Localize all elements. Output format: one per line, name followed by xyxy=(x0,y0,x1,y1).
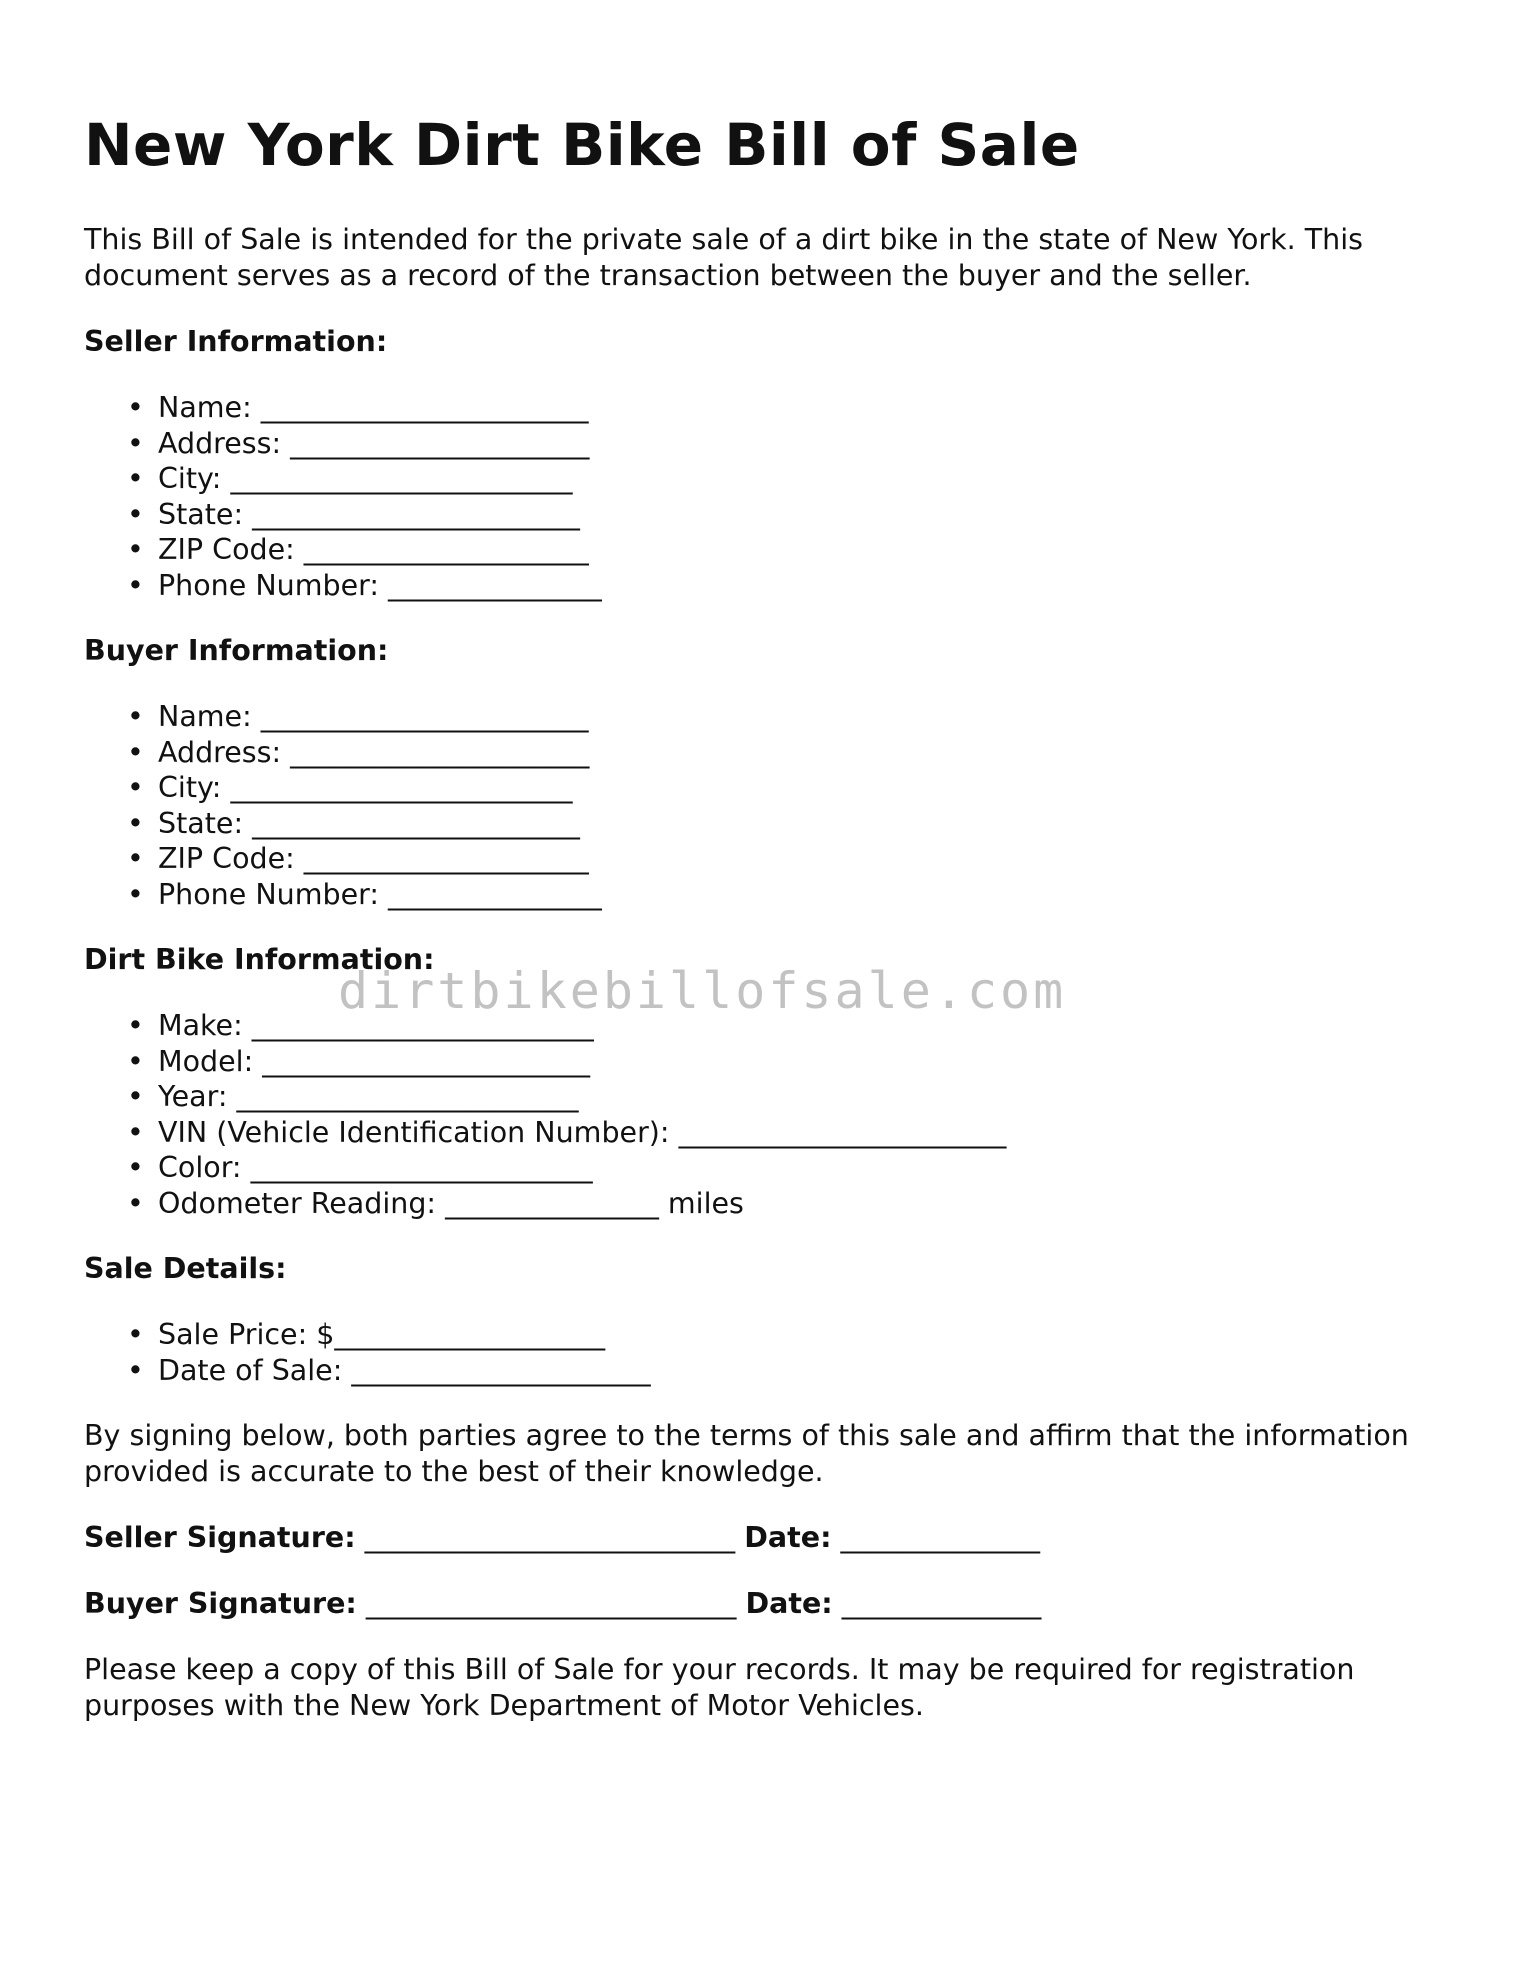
bike-odometer-field: • Odometer Reading: _______________ miles xyxy=(158,1186,1444,1222)
seller-date-blank: ______________ xyxy=(831,1521,1041,1554)
bill-of-sale-document xyxy=(84,100,1444,1724)
seller-address-field: • Address: _____________________ xyxy=(158,426,1444,462)
buyer-city-field: • City: ________________________ xyxy=(158,770,1444,806)
page-title: New York Dirt Bike Bill of Sale xyxy=(84,111,1080,179)
footer-note: Please keep a copy of this Bill of Sale for your records. It may be required for registration purposes with the New York Department of Motor Vehicles. xyxy=(84,1653,1355,1722)
seller-name-field: • Name: _______________________ xyxy=(158,390,1444,426)
buyer-address-field: • Address: _____________________ xyxy=(158,735,1444,771)
buyer-section-heading: Buyer Information: xyxy=(84,634,389,667)
seller-field-list xyxy=(84,390,1444,603)
buyer-signature-line xyxy=(84,1586,1444,1622)
bike-year-field: • Year: ________________________ xyxy=(158,1079,1444,1115)
closing-paragraph: By signing below, both parties agree to the terms of this sale and affirm that the information provided is accurate to the best of their knowledge. xyxy=(84,1419,1409,1488)
seller-date-label: Date: xyxy=(744,1521,832,1554)
seller-signature-line xyxy=(84,1520,1444,1556)
seller-state-field: • State: _______________________ xyxy=(158,497,1444,533)
seller-zip-field: • ZIP Code: ____________________ xyxy=(158,532,1444,568)
buyer-zip-field: • ZIP Code: ____________________ xyxy=(158,841,1444,877)
buyer-state-field: • State: _______________________ xyxy=(158,806,1444,842)
buyer-name-field: • Name: _______________________ xyxy=(158,699,1444,735)
bike-section-heading: Dirt Bike Information: xyxy=(84,943,435,976)
intro-paragraph: This Bill of Sale is intended for the private sale of a dirt bike in the state of New York. This document serves as a record of the transaction between the buyer and the seller. xyxy=(84,223,1363,292)
buyer-signature-blank: __________________________ xyxy=(356,1587,746,1620)
buyer-signature-label: Buyer Signature: xyxy=(84,1587,357,1620)
seller-phone-field: • Phone Number: _______________ xyxy=(158,568,1444,604)
bike-color-field: • Color: ________________________ xyxy=(158,1150,1444,1186)
buyer-field-list xyxy=(84,699,1444,912)
sale-date-field: • Date of Sale: _____________________ xyxy=(158,1353,1444,1389)
buyer-date-blank: ______________ xyxy=(832,1587,1042,1620)
sale-section-heading: Sale Details: xyxy=(84,1252,287,1285)
seller-signature-blank: __________________________ xyxy=(355,1521,745,1554)
bike-make-field: • Make: ________________________ xyxy=(158,1008,1444,1044)
sale-price-field: • Sale Price: $___________________ xyxy=(158,1317,1444,1353)
bike-model-field: • Model: _______________________ xyxy=(158,1044,1444,1080)
watermark: dirtbikebillofsale.com xyxy=(338,962,1067,1020)
seller-section-heading: Seller Information: xyxy=(84,325,388,358)
seller-signature-label: Seller Signature: xyxy=(84,1521,356,1554)
sale-field-list xyxy=(84,1317,1444,1388)
bike-field-list xyxy=(84,1008,1444,1221)
buyer-phone-field: • Phone Number: _______________ xyxy=(158,877,1444,913)
buyer-date-label: Date: xyxy=(745,1587,833,1620)
bike-vin-field: • VIN (Vehicle Identification Number): _______________________ xyxy=(158,1115,1444,1151)
seller-city-field: • City: ________________________ xyxy=(158,461,1444,497)
